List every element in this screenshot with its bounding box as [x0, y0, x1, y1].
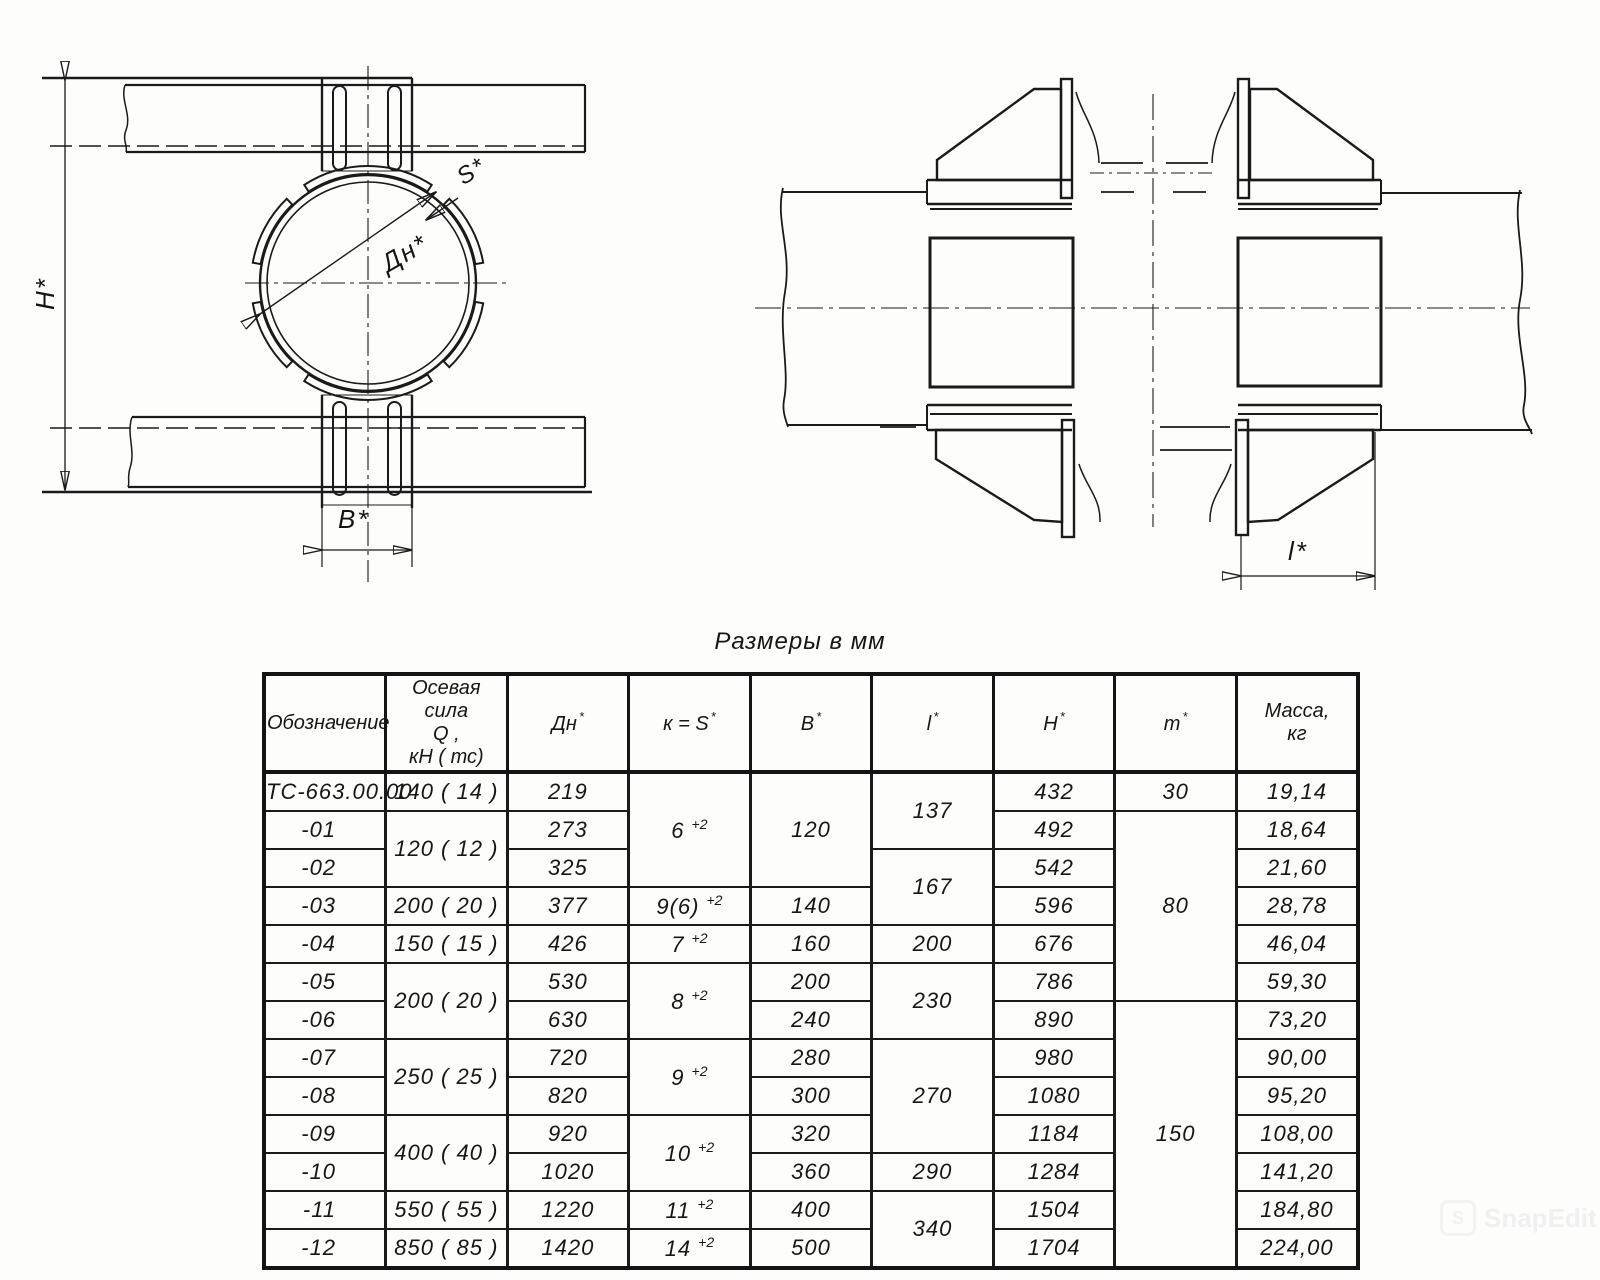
table-cell: 432	[993, 772, 1115, 811]
table-cell: -01	[264, 811, 386, 849]
table-header	[264, 674, 1358, 772]
table-cell: 676	[993, 925, 1115, 963]
strap-slot	[388, 86, 401, 170]
column-header: H *	[993, 674, 1115, 772]
watermark-logo-icon: S	[1440, 1200, 1476, 1236]
table-cell: 140 ( 14 )	[386, 772, 508, 811]
table-body	[264, 772, 1358, 1268]
table-cell: 14 $^{+2}$	[629, 1229, 751, 1268]
length-dimension-label: l*	[1288, 536, 1308, 566]
break-line	[781, 188, 788, 427]
diameter-dimension-label: Дн*	[376, 227, 434, 278]
table-cell: 492	[993, 811, 1115, 849]
table-cell: 720	[507, 1039, 629, 1077]
length-dimension	[1241, 432, 1375, 590]
table-cell: 9(6) $^{+2}$	[629, 887, 751, 925]
thickness-dimension-label: S*	[452, 152, 492, 191]
table-cell: 530	[507, 963, 629, 1001]
table-cell: 300	[750, 1077, 872, 1115]
bottom-beam	[50, 417, 585, 487]
clamp-plate-right	[1238, 238, 1381, 386]
table-cell: 108,00	[1236, 1115, 1358, 1153]
table-cell: 200 ( 20 )	[386, 887, 508, 925]
table-cell: 160	[750, 925, 872, 963]
table-cell: 120 ( 12 )	[386, 811, 508, 887]
table-cell: 850 ( 85 )	[386, 1229, 508, 1268]
table-cell: 11 $^{+2}$	[629, 1191, 751, 1229]
table-cell: 6 $^{+2}$	[629, 772, 751, 887]
table-cell: 219	[507, 772, 629, 811]
header-row	[264, 674, 1358, 772]
pipe-edges	[781, 188, 1532, 434]
bottom-strap	[322, 395, 412, 567]
table-cell: -06	[264, 1001, 386, 1039]
table-cell: 890	[993, 1001, 1115, 1039]
table-cell: 1080	[993, 1077, 1115, 1115]
table-row	[264, 772, 1358, 811]
table-cell: -05	[264, 963, 386, 1001]
column-header: Осевая сила Q , кН ( тс)	[386, 674, 508, 772]
table-cell: 400	[750, 1191, 872, 1229]
table-cell: 7 $^{+2}$	[629, 925, 751, 963]
table-cell: 137	[872, 772, 994, 849]
table-cell: 200	[750, 963, 872, 1001]
column-header: к = S *	[629, 674, 751, 772]
table-cell: 46,04	[1236, 925, 1358, 963]
table-cell: 377	[507, 887, 629, 925]
column-header: Масса, кг	[1236, 674, 1358, 772]
table-cell: 1504	[993, 1191, 1115, 1229]
clamp-arc-segment	[444, 302, 484, 367]
table-cell: 1020	[507, 1153, 629, 1191]
height-dimension-label: H*	[30, 277, 60, 310]
table-cell: 10 $^{+2}$	[629, 1115, 751, 1191]
table-cell: -02	[264, 849, 386, 887]
table-cell: 240	[750, 1001, 872, 1039]
top-beam	[50, 85, 585, 152]
table-cell: 80	[1115, 811, 1237, 1001]
table-cell: 150	[1115, 1001, 1237, 1268]
table-cell: 1184	[993, 1115, 1115, 1153]
column-header: l *	[872, 674, 994, 772]
break-line	[1518, 190, 1532, 434]
table-cell: 270	[872, 1039, 994, 1153]
table-cell: 1420	[507, 1229, 629, 1268]
table-cell: -03	[264, 887, 386, 925]
table-cell: 95,20	[1236, 1077, 1358, 1115]
table-cell: 18,64	[1236, 811, 1358, 849]
table-cell: 224,00	[1236, 1229, 1358, 1268]
table-cell: 400 ( 40 )	[386, 1115, 508, 1191]
table-cell: -11	[264, 1191, 386, 1229]
table-cell: 184,80	[1236, 1191, 1358, 1229]
table-cell: 200 ( 20 )	[386, 963, 508, 1039]
table-cell: 630	[507, 1001, 629, 1039]
table-cell: -09	[264, 1115, 386, 1153]
table-cell: 90,00	[1236, 1039, 1358, 1077]
strap-slot	[333, 86, 346, 170]
table-cell: 140	[750, 887, 872, 925]
column-header: Обозначение	[264, 674, 386, 772]
table-cell: 28,78	[1236, 887, 1358, 925]
top-strap	[322, 78, 412, 171]
side-view-drawing	[730, 30, 1570, 620]
width-dimension-label: B*	[338, 504, 370, 534]
table-cell: 290	[872, 1153, 994, 1191]
table-cell: 360	[750, 1153, 872, 1191]
column-header: m *	[1115, 674, 1237, 772]
table-cell: -12	[264, 1229, 386, 1268]
table-cell: 120	[750, 772, 872, 887]
table-cell: 500	[750, 1229, 872, 1268]
table-cell: -08	[264, 1077, 386, 1115]
table-cell: -04	[264, 925, 386, 963]
table-cell: 550 ( 55 )	[386, 1191, 508, 1229]
table-cell: 73,20	[1236, 1001, 1358, 1039]
table-cell: 150 ( 15 )	[386, 925, 508, 963]
table-cell: 325	[507, 849, 629, 887]
clamp-arc-segment	[444, 199, 484, 264]
column-header: Дн *	[507, 674, 629, 772]
watermark-text: SnapEdit	[1484, 1202, 1597, 1233]
bottom-right-bracket	[1210, 405, 1381, 535]
table-cell: 1284	[993, 1153, 1115, 1191]
table-cell: 21,60	[1236, 849, 1358, 887]
table-cell: -07	[264, 1039, 386, 1077]
top-left-bracket	[927, 79, 1099, 209]
table-cell: 167	[872, 849, 994, 925]
table-cell: 426	[507, 925, 629, 963]
bottom-left-bracket	[927, 405, 1100, 537]
table-cell: 980	[993, 1039, 1115, 1077]
watermark	[1440, 1200, 1597, 1236]
table-cell: 19,14	[1236, 772, 1358, 811]
table-cell: 9 $^{+2}$	[629, 1039, 751, 1115]
table-cell: ТС-663.00.00	[264, 772, 386, 811]
table-cell: 1220	[507, 1191, 629, 1229]
table-cell: 273	[507, 811, 629, 849]
table-cell: -10	[264, 1153, 386, 1191]
table-cell: 230	[872, 963, 994, 1039]
table-cell: 59,30	[1236, 963, 1358, 1001]
table-cell: 820	[507, 1077, 629, 1115]
table-cell: 786	[993, 963, 1115, 1001]
table-cell: 30	[1115, 772, 1237, 811]
table-cell: 542	[993, 849, 1115, 887]
clamp-plate-left	[930, 238, 1073, 387]
table-cell: 8 $^{+2}$	[629, 963, 751, 1039]
table-cell: 340	[872, 1191, 994, 1268]
clamp-arc-segment	[253, 199, 292, 264]
table-cell: 250 ( 25 )	[386, 1039, 508, 1115]
table-cell: 141,20	[1236, 1153, 1358, 1191]
table-cell: 1704	[993, 1229, 1115, 1268]
top-right-bracket	[1212, 79, 1381, 209]
table-cell: 320	[750, 1115, 872, 1153]
table-cell: 596	[993, 887, 1115, 925]
clamp-arc-segment	[253, 302, 292, 367]
table-cell: 280	[750, 1039, 872, 1077]
column-header: B *	[750, 674, 872, 772]
table-title: Размеры в мм	[714, 628, 886, 655]
table-cell: 200	[872, 925, 994, 963]
dimensions-table	[262, 672, 1360, 1270]
table-cell: 920	[507, 1115, 629, 1153]
